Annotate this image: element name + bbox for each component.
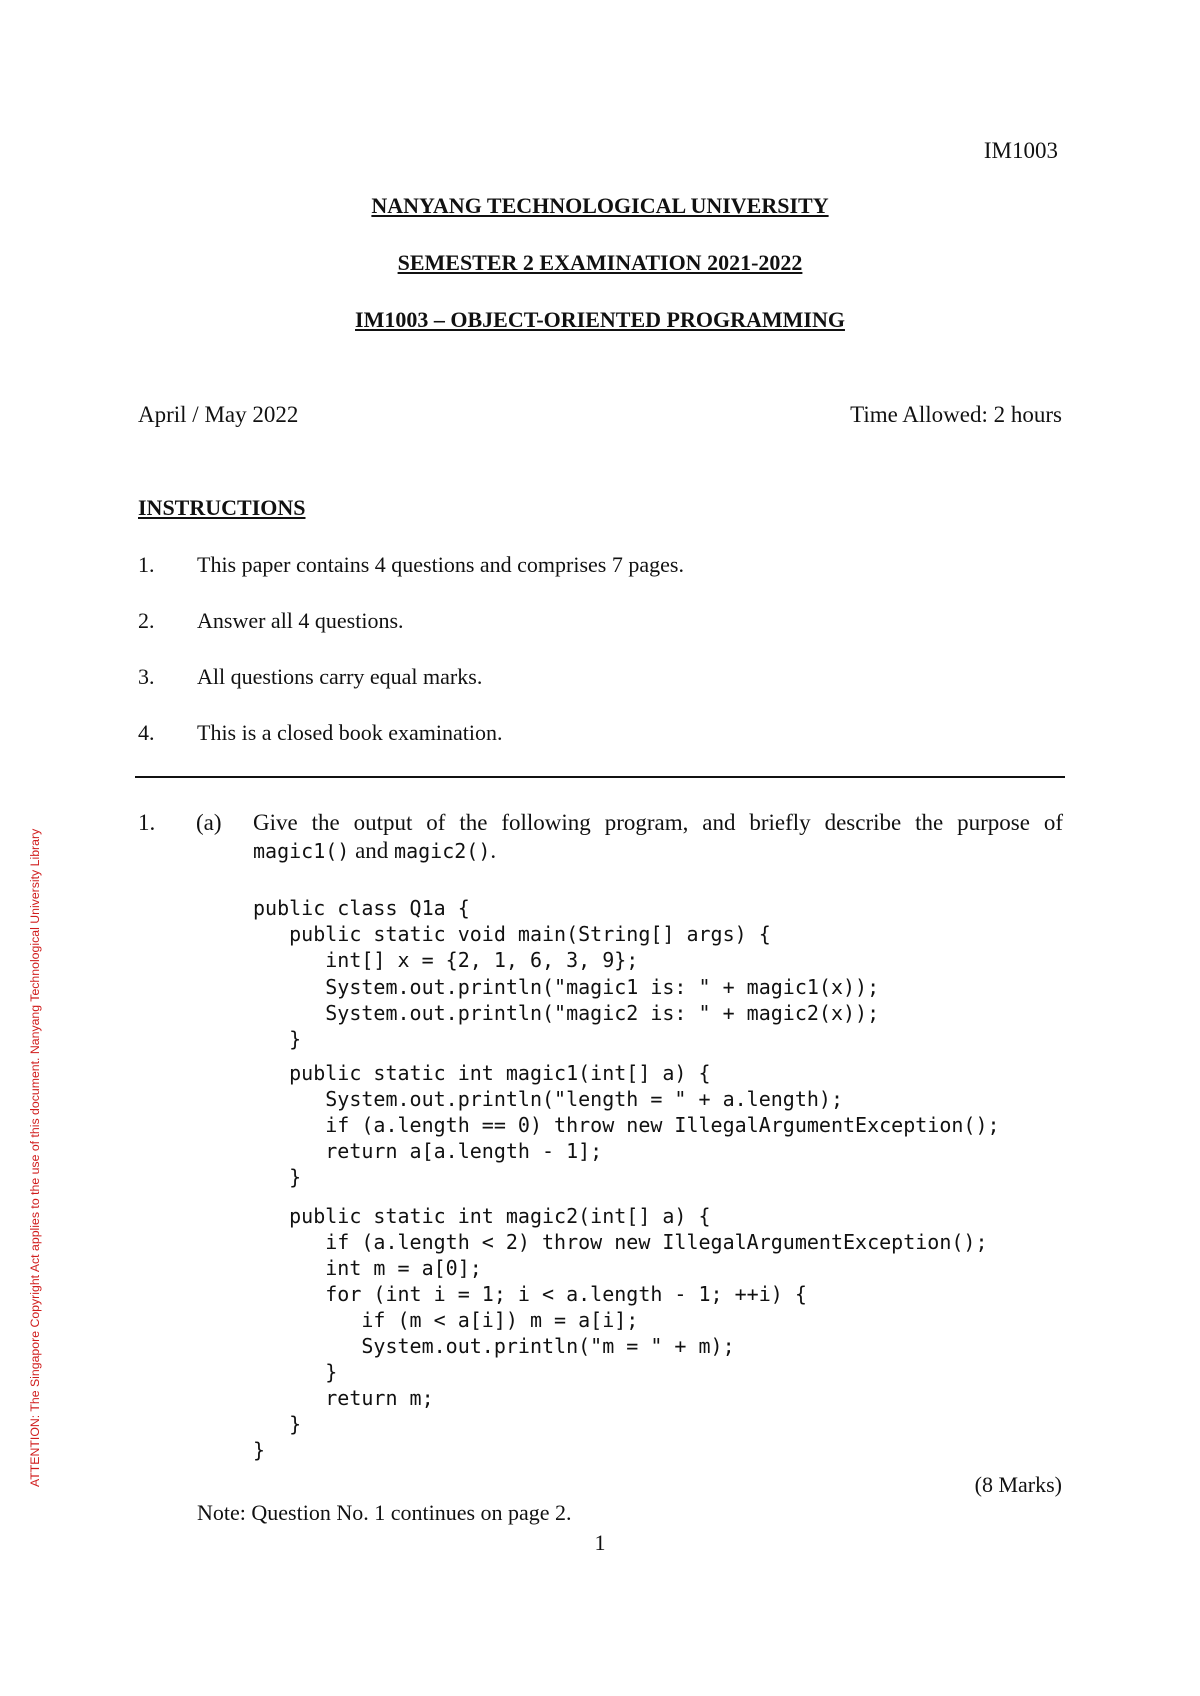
marks-label: (8 Marks)	[974, 1472, 1062, 1497]
code-reference: magic2()	[394, 839, 491, 863]
code-line: System.out.println("length = " + a.length);	[253, 1087, 844, 1111]
code-line: }	[253, 1165, 302, 1189]
instruction-text: Answer all 4 questions.	[197, 608, 404, 633]
code-line: public static int magic1(int[] a) {	[253, 1061, 711, 1085]
code-line: if (a.length == 0) throw new IllegalArgumentException();	[253, 1113, 1000, 1137]
copyright-watermark-text: ATTENTION: The Singapore Copyright Act applies to the use of this document. Nanyang Technological University Library	[28, 828, 42, 1487]
instruction-number: 2.	[138, 608, 155, 633]
conjunction: and	[355, 838, 389, 863]
code-line: }	[253, 1360, 338, 1384]
instruction-text: This is a closed book examination.	[197, 720, 503, 745]
code-line: System.out.println("magic1 is: " + magic1(x));	[253, 975, 880, 999]
instruction-number: 4.	[138, 720, 155, 745]
instruction-number: 3.	[138, 664, 155, 689]
code-line: public static int magic2(int[] a) {	[253, 1204, 711, 1228]
code-line: return m;	[253, 1386, 434, 1410]
time-allowed: Time Allowed: 2 hours	[850, 402, 1062, 427]
question-number: 1.	[138, 810, 156, 835]
sentence-period: .	[490, 838, 497, 863]
question-text: Give the output of the following program, and briefly describe the purpose of	[253, 810, 1063, 835]
code-line: public class Q1a {	[253, 896, 470, 920]
code-line: int m = a[0];	[253, 1256, 482, 1280]
code-line: if (m < a[i]) m = a[i];	[253, 1308, 639, 1332]
code-line: int[] x = {2, 1, 6, 3, 9};	[253, 948, 639, 972]
code-reference: magic1()	[253, 839, 350, 863]
page-number: 1	[594, 1530, 606, 1555]
instructions-heading: INSTRUCTIONS	[138, 495, 306, 520]
continuation-note: Note: Question No. 1 continues on page 2.	[197, 1500, 572, 1525]
code-line: System.out.println("m = " + m);	[253, 1334, 735, 1358]
course-title: IM1003 – OBJECT-ORIENTED PROGRAMMING	[355, 307, 845, 332]
exam-title: SEMESTER 2 EXAMINATION 2021-2022	[397, 250, 803, 275]
code-line: }	[253, 1438, 266, 1462]
instruction-text: This paper contains 4 questions and comprises 7 pages.	[197, 552, 684, 577]
code-line: if (a.length < 2) throw new IllegalArgumentException();	[253, 1230, 988, 1254]
university-title: NANYANG TECHNOLOGICAL UNIVERSITY	[371, 193, 829, 218]
code-line: }	[253, 1412, 302, 1436]
question-part: (a)	[196, 810, 222, 835]
code-line: }	[253, 1027, 302, 1051]
instruction-text: All questions carry equal marks.	[197, 664, 483, 689]
code-line: System.out.println("magic2 is: " + magic2(x));	[253, 1001, 880, 1025]
code-line: public static void main(String[] args) {	[253, 922, 771, 946]
code-line: return a[a.length - 1];	[253, 1139, 603, 1163]
code-line: for (int i = 1; i < a.length - 1; ++i) {	[253, 1282, 807, 1306]
instruction-number: 1.	[138, 552, 155, 577]
course-code-header: IM1003	[983, 138, 1058, 163]
exam-date: April / May 2022	[138, 402, 299, 427]
